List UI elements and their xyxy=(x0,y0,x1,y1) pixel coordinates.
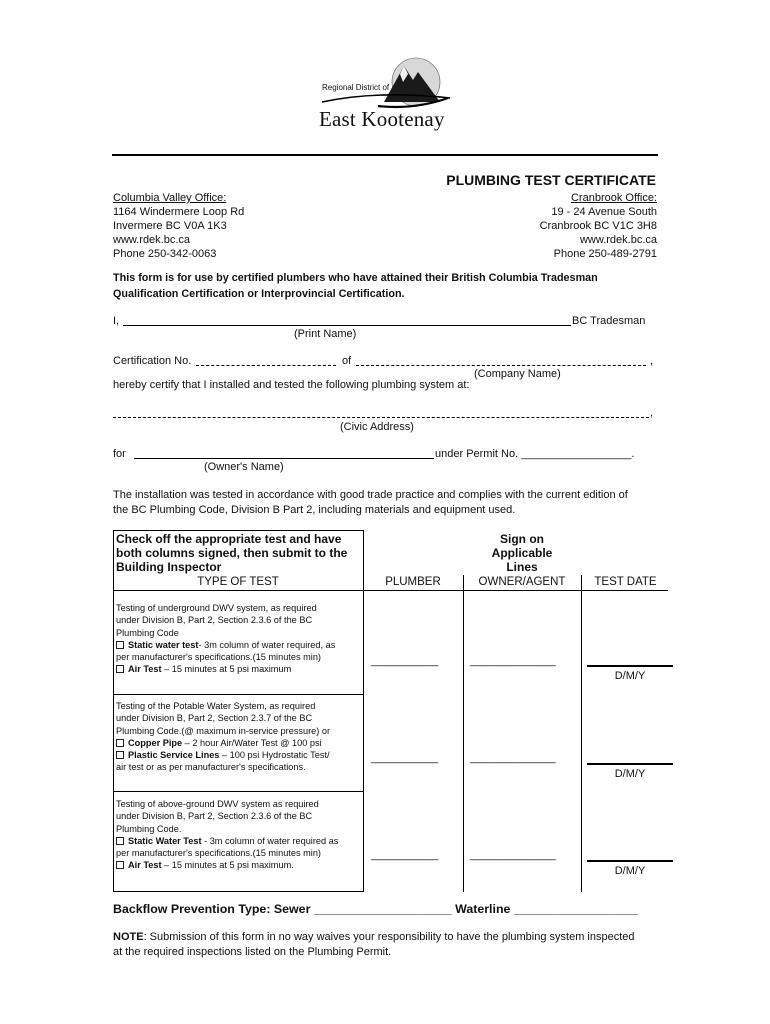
office-left-address2: Invermere BC V0A 1K3 xyxy=(113,220,227,232)
row2-border xyxy=(113,791,363,792)
civic-address-caption: (Civic Address) xyxy=(340,421,414,433)
row2-option1[interactable]: Copper Pipe – 2 hour Air/Water Test @ 100 psi xyxy=(116,737,362,749)
office-left-name: Columbia Valley Office: xyxy=(113,192,227,204)
office-left-web: www.rdek.bc.ca xyxy=(113,234,191,246)
row2-option2[interactable]: Plastic Service Lines – 100 psi Hydrostatic Test/ xyxy=(116,749,362,761)
office-left-address1: 1164 Windermere Loop Rd xyxy=(113,206,245,218)
table-header-border xyxy=(113,590,668,591)
owner-name-field[interactable] xyxy=(134,458,434,459)
print-name-field[interactable] xyxy=(123,325,571,326)
civic-address-field[interactable] xyxy=(113,417,649,418)
office-right-name: Cranbrook Office: xyxy=(570,192,657,204)
header-rule xyxy=(112,154,658,156)
row1-date-format: D/M/Y xyxy=(614,670,646,682)
tradesman-label: BC Tradesman xyxy=(572,315,646,327)
office-left xyxy=(113,191,244,261)
checkbox-static-water-test[interactable] xyxy=(116,641,124,649)
checkbox-static-water-test-aboveground[interactable] xyxy=(116,837,124,845)
row3-description: Testing of above-ground DWV system as required under Division B, Part 2, Section 2.3.6 of the BC Plumbing Code. Static Water Test - 3m column of water required as per manufacturer's specifications.(15 minutes min) Air Test – 15 minutes at 5 psi maximum. xyxy=(116,798,362,872)
row2-date-format: D/M/Y xyxy=(614,768,646,780)
logo-line1: Regional District of xyxy=(322,83,390,92)
test-table xyxy=(113,530,668,892)
office-right-web: www.rdek.bc.ca xyxy=(579,234,657,246)
company-name-caption: (Company Name) xyxy=(474,368,561,380)
row1-description: Testing of underground DWV system, as required under Division B, Part 2, Section 2.3.6 of the BC Plumbing Code Static water test- 3m column of water required, as per manufacturer's specifications.(15 minutes min) Air Test – 15 minutes at 5 psi maximum xyxy=(116,602,362,676)
row1-plumber-signature[interactable]: ___________ xyxy=(371,655,439,667)
col-type-of-test: TYPE OF TEST xyxy=(197,576,279,588)
sign-on-heading: Sign on Applicable Lines xyxy=(491,532,553,574)
print-name-caption: (Print Name) xyxy=(294,328,357,340)
office-right xyxy=(540,191,657,261)
office-right-phone: Phone 250-489-2791 xyxy=(553,248,657,260)
row1-option2[interactable]: Air Test – 15 minutes at 5 psi maximum xyxy=(116,663,362,675)
compliance-statement: The installation was tested in accordance with good trade practice and complies with the current edition of the BC Plumbing Code, Division B Part 2, including materials and equipment used. xyxy=(113,489,628,516)
of-label: of xyxy=(342,355,352,367)
page-title: PLUMBING TEST CERTIFICATE xyxy=(446,172,656,188)
note: NOTE: Submission of this form in no way waives your responsibility to have the plumbing system inspected at the required inspections listed on the Plumbing Permit. xyxy=(113,931,635,958)
comma-label: , xyxy=(650,355,654,367)
office-left-phone: Phone 250-342-0063 xyxy=(113,248,217,260)
comma-label-2: , xyxy=(650,407,654,419)
row1-option1[interactable]: Static water test- 3m column of water required, as xyxy=(116,639,362,651)
row2-description: Testing of the Potable Water System, as required under Division B, Part 2, Section 2.3.7 of the BC Plumbing Code.(@ maximum in-service pressure) or Copper Pipe – 2 hour Air/Water Test @ 100 psi Plastic Service Lines – 100 psi Hydrostatic Test/ air test or as per manufacturer's specifications. xyxy=(116,700,362,774)
office-right-address1: 19 - 24 Avenue South xyxy=(551,206,657,218)
checkbox-copper-pipe[interactable] xyxy=(116,739,124,747)
under-permit-label: under Permit No. __________________. xyxy=(435,448,635,460)
table-col2-border xyxy=(463,575,464,892)
row3-border xyxy=(113,891,363,892)
row1-date-line[interactable] xyxy=(587,665,673,667)
row1-owner-signature[interactable]: ______________ xyxy=(470,655,556,667)
checkbox-air-test-aboveground[interactable] xyxy=(116,861,124,869)
i-prefix: I, xyxy=(113,315,120,327)
logo-line2: East Kootenay xyxy=(319,107,445,131)
row3-owner-signature[interactable]: ______________ xyxy=(470,849,556,861)
rdek-logo xyxy=(318,52,458,134)
owners-name-caption: (Owner's Name) xyxy=(204,461,284,473)
office-right-address2: Cranbrook BC V1C 3H8 xyxy=(539,220,657,232)
note-label: NOTE xyxy=(113,931,144,943)
checkbox-plastic-service-lines[interactable] xyxy=(116,751,124,759)
cert-label: Certification No. xyxy=(113,355,192,367)
for-label: for xyxy=(113,448,126,460)
row3-date-line[interactable] xyxy=(587,860,673,862)
row3-option1[interactable]: Static Water Test - 3m column of water required as xyxy=(116,835,362,847)
backflow-prevention[interactable]: Backflow Prevention Type: Sewer ____________________ Waterline __________________ xyxy=(113,902,638,916)
row2-owner-signature[interactable]: ______________ xyxy=(470,752,556,764)
table-top-border xyxy=(113,530,363,531)
row3-option2[interactable]: Air Test – 15 minutes at 5 psi maximum. xyxy=(116,859,362,871)
col-owner-agent: OWNER/AGENT xyxy=(478,576,566,588)
row3-date-format: D/M/Y xyxy=(614,865,646,877)
col-plumber: PLUMBER xyxy=(385,576,441,588)
intro-text: This form is for use by certified plumbers who have attained their British Columbia Tradesman Qualification Certification or Interprovincial Certification. xyxy=(113,272,598,300)
table-col3-border xyxy=(581,575,582,892)
col-test-date: TEST DATE xyxy=(594,576,657,588)
row1-border xyxy=(113,694,363,695)
certify-text: hereby certify that I installed and tested the following plumbing system at: xyxy=(113,379,470,391)
table-instructions: Check off the appropriate test and have both columns signed, then submit to the Building Inspector xyxy=(116,532,348,574)
company-name-field[interactable] xyxy=(356,365,646,366)
row3-plumber-signature[interactable]: ___________ xyxy=(371,849,439,861)
checkbox-air-test[interactable] xyxy=(116,665,124,673)
row2-date-line[interactable] xyxy=(587,763,673,765)
certification-number-field[interactable] xyxy=(196,365,336,366)
row2-plumber-signature[interactable]: ___________ xyxy=(371,752,439,764)
